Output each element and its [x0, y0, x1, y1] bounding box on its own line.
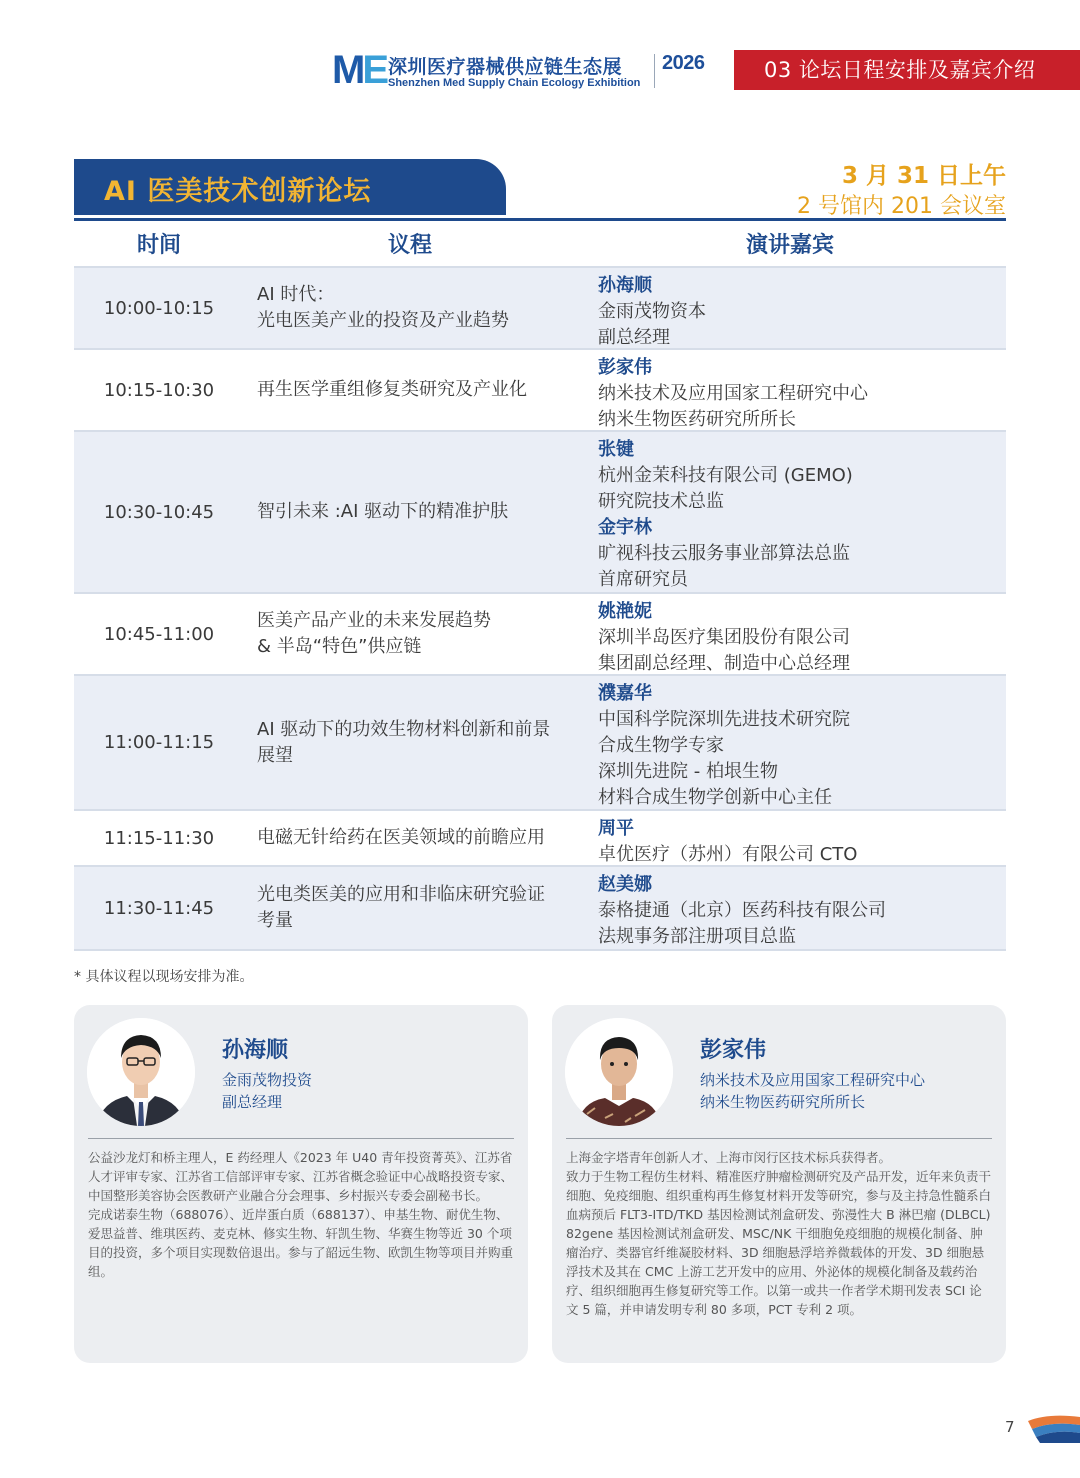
session-time: 10:00-10:15	[103, 297, 215, 319]
session-topic	[257, 867, 587, 949]
table-row	[74, 676, 1006, 811]
topic-line: 再生医学重组修复类研究及产业化	[257, 379, 527, 400]
card-speaker-name: 彭家伟	[700, 1038, 767, 1063]
speaker-affiliation: 副总经理	[598, 327, 670, 348]
session-topic	[257, 811, 587, 865]
speaker-affiliation: 杭州金茉科技有限公司 (GEMO)	[598, 465, 853, 486]
session-topic	[257, 594, 587, 674]
topic-line: 电磁无针给药在医美领域的前瞻应用	[257, 827, 545, 848]
speaker-affiliation: 泰格捷通（北京）医药科技有限公司	[598, 900, 886, 921]
speaker-affiliation: 中国科学院深圳先进技术研究院	[598, 709, 850, 730]
schedule-note: * 具体议程以现场安排为准。	[74, 969, 254, 985]
session-speakers	[598, 816, 998, 868]
logo-year: 2026	[662, 52, 705, 74]
bio-paragraph: 致力于生物工程仿生材料、精准医疗肿瘤检测研究及产品开发，近年来负责干细胞、免疫细胞、组织重构再生修复材料开发等研究，参与及主持急性髓系白血病预后 FLT3-ITD/TKD 基因检测试剂盒研发、弥漫性大 B 淋巴瘤 (DLBCL) 82gene 基因检测试剂盒研发、MSC/NK 干细胞免疫细胞的规模化制备、肿瘤治疗、类器官纤维凝胶材料、3D 细胞悬浮培养微载体的开发、3D 细胞悬浮技术及其在 CMC 上游工艺开发中的应用、外泌体的规模化制备及载药治疗、组织细胞再生修复研究等工作。以第一或共一作者学术期刊发表 SCI 论文 5 篇，并申请发明专利 80 多项，PCT 专利 2 项。	[566, 1169, 992, 1317]
table-row	[74, 350, 1006, 432]
column-header-speaker: 演讲嘉宾	[745, 233, 834, 258]
session-topic	[257, 268, 587, 348]
topic-line: 展望	[257, 744, 293, 766]
speaker-affiliation: 深圳先进院 - 柏垠生物	[598, 761, 778, 782]
card-speaker-bio	[88, 1148, 516, 1281]
table-row	[74, 432, 1006, 594]
speaker-affiliation: 首席研究员	[598, 569, 688, 590]
session-topic	[257, 432, 587, 592]
session-time: 11:00-11:15	[103, 732, 215, 753]
logo-chinese-name: 深圳医疗器械供应链生态展	[388, 56, 623, 78]
speaker-name: 金宇林	[598, 517, 652, 538]
speaker-name: 孙海顺	[598, 275, 652, 296]
speaker-name: 濮嘉华	[598, 683, 652, 704]
topic-line: AI 驱动下的功效生物材料创新和前景	[257, 718, 551, 740]
logo-english-name: Shenzhen Med Supply Chain Ecology Exhibition	[388, 77, 641, 89]
speaker-affiliation: 纳米技术及应用国家工程研究中心	[598, 383, 868, 404]
column-header-time: 时间	[136, 233, 181, 258]
topic-line: 智引未来 :AI 驱动下的精准护肤	[257, 501, 509, 522]
bio-paragraph: 完成诺泰生物（688076）、近岸蛋白质（688137）、申基生物、耐优生物、爱思益普、维琪医药、麦克林、修实生物、轩凯生物、华赛生物等近 30 个项目的投资，多个项目实现数倍退出。参与了韶远生物、欧凯生物等项目并购重组。	[88, 1207, 514, 1279]
speaker-name: 周平	[598, 818, 634, 839]
session-speakers	[598, 872, 998, 950]
corner-decoration	[1028, 1413, 1080, 1443]
section-header-bar: 03 论坛日程安排及嘉宾介绍	[734, 50, 1080, 90]
page-number: 7	[1005, 1418, 1015, 1436]
card-speaker-org: 金雨茂物投资	[222, 1071, 313, 1089]
column-header-topic: 议程	[387, 233, 432, 258]
speaker-affiliation: 集团副总经理、制造中心总经理	[598, 653, 850, 674]
topic-line: 医美产品产业的未来发展趋势	[257, 610, 491, 631]
session-speakers	[598, 681, 998, 811]
speaker-affiliation: 研究院技术总监	[598, 491, 724, 512]
session-time: 10:45-11:00	[103, 623, 215, 645]
speaker-affiliation: 材料合成生物学创新中心主任	[598, 787, 832, 808]
logo-divider	[654, 54, 655, 88]
speaker-affiliation: 深圳半岛医疗集团股份有限公司	[598, 627, 850, 648]
speaker-name: 姚滟妮	[598, 601, 652, 622]
session-speakers	[598, 437, 998, 593]
topic-line: 光电医美产业的投资及产业趋势	[257, 310, 509, 331]
session-topic	[257, 350, 587, 430]
forum-date: 3 月 31 日上午	[841, 163, 1006, 189]
table-row	[74, 811, 1006, 867]
session-time: 10:30-10:45	[103, 501, 215, 523]
speaker-affiliation: 卓优医疗（苏州）有限公司 CTO	[598, 844, 858, 865]
topic-line: 考量	[257, 910, 293, 931]
session-topic	[257, 676, 587, 809]
avatar	[87, 1018, 195, 1126]
speaker-card	[74, 1005, 528, 1363]
table-row	[74, 867, 1006, 951]
table-row	[74, 268, 1006, 350]
bio-paragraph: 上海金字塔青年创新人才、上海市闵行区技术标兵获得者。	[566, 1150, 892, 1165]
speaker-card	[552, 1005, 1006, 1363]
session-time: 11:15-11:30	[103, 827, 215, 849]
topic-line: & 半岛“特色”供应链	[257, 636, 422, 657]
me-logo-mark: ME	[332, 48, 387, 92]
table-row	[74, 594, 1006, 676]
speaker-affiliation: 旷视科技云服务事业部算法总监	[598, 543, 850, 564]
session-speakers	[598, 273, 998, 351]
session-time: 11:30-11:45	[103, 897, 215, 919]
card-speaker-role: 副总经理	[222, 1093, 283, 1111]
card-speaker-org: 纳米技术及应用国家工程研究中心	[700, 1071, 926, 1089]
card-divider	[566, 1138, 992, 1139]
speaker-name: 张键	[598, 439, 634, 460]
speaker-affiliation: 合成生物学专家	[598, 735, 724, 756]
topic-line: 光电类医美的应用和非临床研究验证	[257, 884, 545, 905]
speaker-affiliation: 金雨茂物资本	[598, 301, 706, 322]
exhibition-logo	[332, 50, 712, 92]
speaker-name: 赵美娜	[598, 874, 652, 895]
forum-title: AI 医美技术创新论坛	[104, 176, 372, 207]
forum-title-tab	[74, 159, 506, 215]
session-speakers	[598, 599, 998, 677]
avatar	[565, 1018, 673, 1126]
card-speaker-name: 孙海顺	[222, 1038, 289, 1063]
forum-room: 2 号馆内 201 会议室	[797, 194, 1006, 219]
session-speakers	[598, 355, 998, 433]
card-speaker-role: 纳米生物医药研究所所长	[700, 1093, 866, 1111]
session-time: 10:15-10:30	[103, 379, 215, 401]
card-divider	[88, 1138, 514, 1139]
bio-paragraph: 公益沙龙灯和桥主理人，E 药经理人《2023 年 U40 青年投资菁英》、江苏省人才评审专家、江苏省工信部评审专家、江苏省概念验证中心战略投资专家、中国整形美容协会医教研产业融合分会理事、乡村振兴专委会副秘书长。	[88, 1150, 514, 1203]
card-speaker-bio	[566, 1148, 994, 1319]
speaker-name: 彭家伟	[598, 357, 652, 378]
speaker-affiliation: 纳米生物医药研究所所长	[598, 409, 796, 430]
topic-line: AI 时代：	[257, 284, 335, 305]
speaker-affiliation: 法规事务部注册项目总监	[598, 926, 796, 947]
